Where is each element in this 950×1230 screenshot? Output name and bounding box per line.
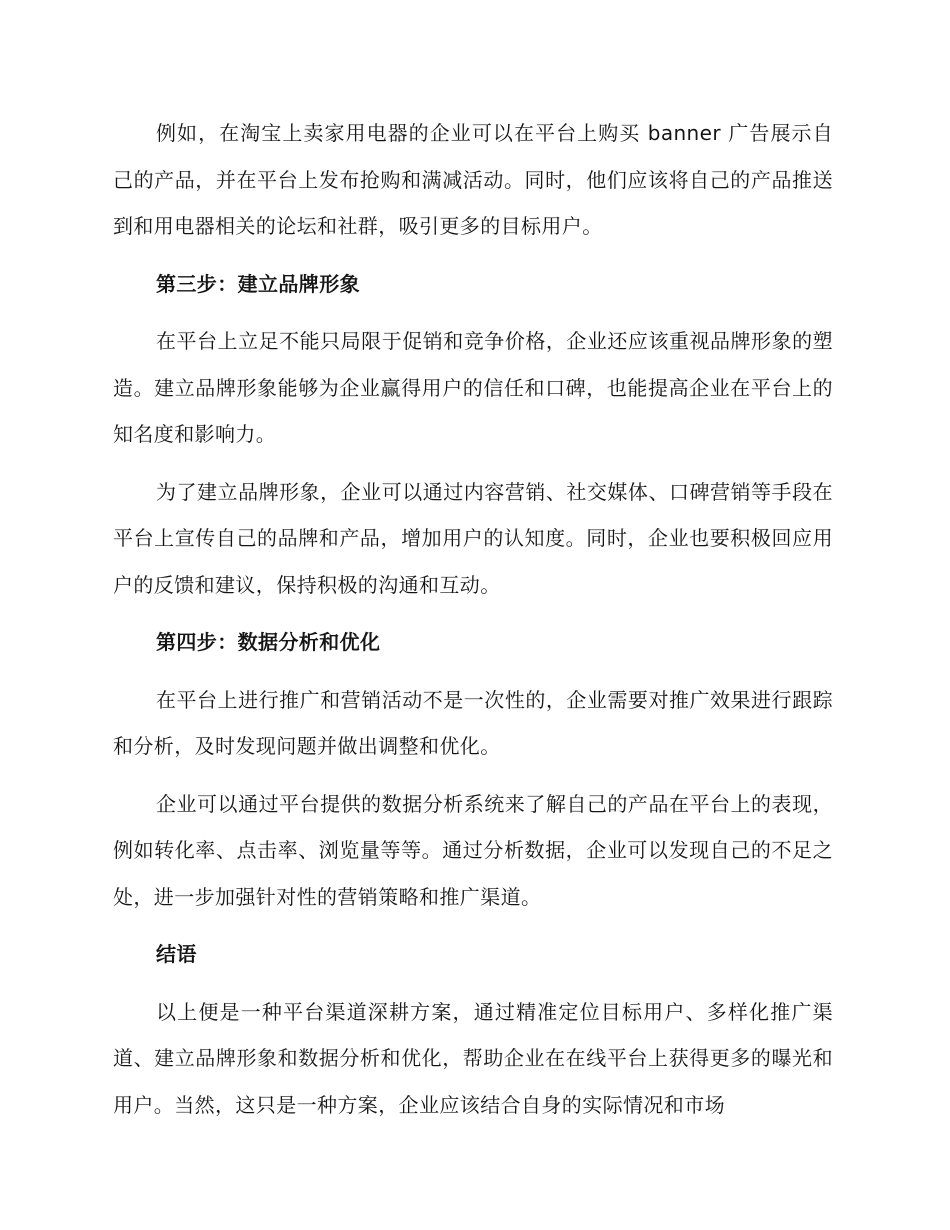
paragraph-brand-image-methods: 为了建立品牌形象，企业可以通过内容营销、社交媒体、口碑营销等手段在平台上宣传自己的品牌和产品，增加用户的认知度。同时，企业也要积极回应用户的反馈和建议，保持积极的沟通和互动。 — [113, 479, 833, 597]
paragraph-conclusion: 以上便是一种平台渠道深耕方案，通过精准定位目标用户、多样化推广渠道、建立品牌形象和数据分析和优化，帮助企业在在线平台上获得更多的曝光和用户。当然，这只是一种方案，企业应该结合自身的实际情况和市场 — [113, 999, 833, 1117]
heading-step-three: 第三步：建立品牌形象 — [156, 271, 360, 296]
document-body — [113, 110, 833, 1128]
paragraph-data-analysis-intro: 在平台上进行推广和营销活动不是一次性的，企业需要对推广效果进行跟踪和分析，及时发现问题并做出调整和优化。 — [113, 687, 833, 758]
heading-conclusion: 结语 — [156, 942, 197, 966]
paragraph-data-analysis-methods: 企业可以通过平台提供的数据分析系统来了解自己的产品在平台上的表现，例如转化率、点击率、浏览量等等。通过分析数据，企业可以发现自己的不足之处，进一步加强针对性的营销策略和推广渠道。 — [113, 791, 833, 909]
heading-step-four: 第四步：数据分析和优化 — [156, 630, 381, 654]
paragraph-example-taobao: 例如，在淘宝上卖家用电器的企业可以在平台上购买 banner 广告展示自己的产品，并在平台上发布抢购和满减活动。同时，他们应该将自己的产品推送到和用电器相关的论坛和社群，吸引更多的目标用户。 — [113, 121, 833, 238]
paragraph-brand-image-intro: 在平台上立足不能只局限于促销和竞争价格，企业还应该重视品牌形象的塑造。建立品牌形象能够为企业赢得用户的信任和口碑，也能提高企业在平台上的知名度和影响力。 — [113, 329, 833, 446]
